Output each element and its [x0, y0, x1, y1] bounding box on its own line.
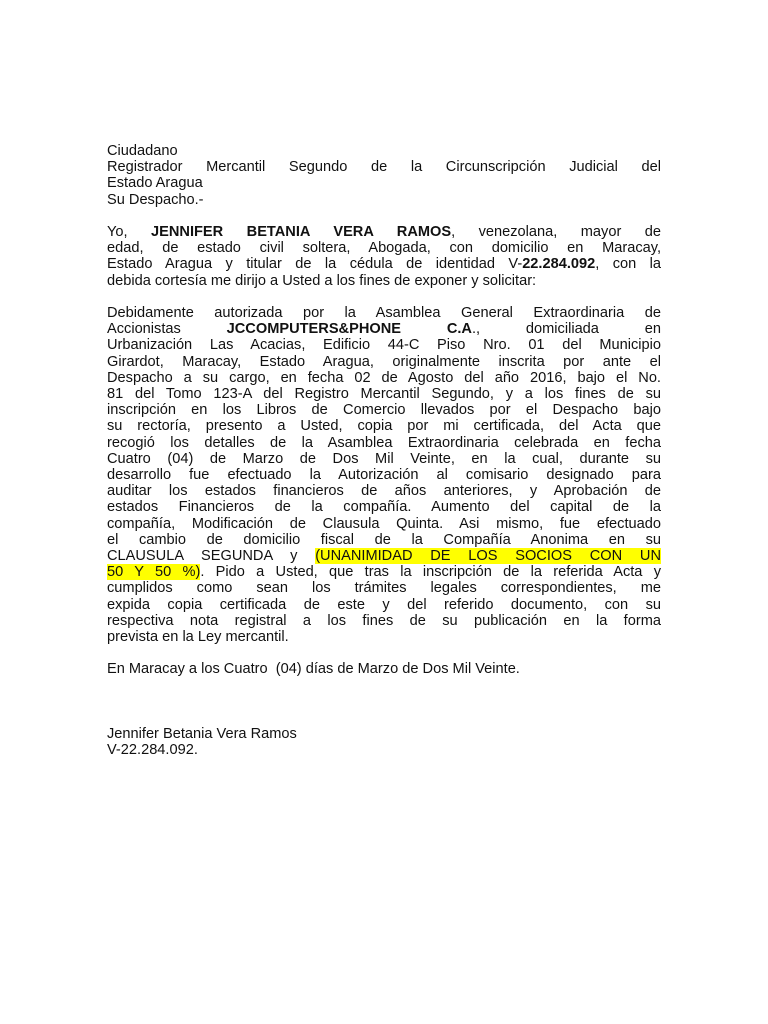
highlighted-text: (UNANIMIDAD DE LOS SOCIOS CON UN [315, 548, 662, 565]
body-line-last: prevista en la Ley mercantil. [107, 629, 289, 646]
body-paragraph [107, 305, 661, 645]
intro-line-3-rest: , con la [595, 256, 661, 273]
body-line-company [107, 321, 661, 337]
body-line: Urbanización Las Acacias, Edificio 44-C Piso Nro. 01 del Municipio [107, 337, 661, 354]
intro-line-3 [107, 256, 661, 272]
body-domiciliada: ., domiciliada en [471, 321, 661, 338]
body-line: desarrollo fue efectuado la Autorización al comisario designado para [107, 467, 661, 484]
signatory-name: Jennifer Betania Vera Ramos [107, 725, 297, 742]
body-line: estados Financieros de la compañía. Aumento del capital de la [107, 499, 661, 516]
intro-line-3-text: Estado Aragua y titular de la cédula de identidad V- [107, 256, 523, 273]
body-line: su rectoría, presento a Usted, copia por mi certificada, del Acta que [107, 418, 661, 435]
body-accionistas: Accionistas [107, 321, 181, 338]
body-clausula-segunda: CLAUSULA SEGUNDA y [107, 548, 316, 565]
spacer [107, 289, 661, 305]
spacer [107, 678, 661, 726]
body-line-highlight-start [107, 548, 661, 564]
closing-paragraph [107, 661, 661, 677]
spacer [107, 645, 661, 661]
signature-block [107, 726, 661, 758]
intro-line-1-rest: , venezolana, mayor de [451, 224, 661, 240]
spacer [107, 208, 661, 224]
body-line-highlight-end [107, 564, 661, 580]
addressee-state: Estado Aragua [107, 175, 203, 192]
intro-line-1 [107, 224, 661, 240]
addressee-title: Ciudadano [107, 143, 178, 159]
body-line: expida copia certificada de este y del referido documento, con su [107, 596, 661, 613]
intro-yo: Yo, [107, 224, 128, 240]
body-line: inscripción en los Libros de Comercio llevados por el Despacho bajo [107, 402, 661, 419]
addressee-despacho: Su Despacho.- [107, 191, 204, 208]
addressee-office-text: Registrador Mercantil Segundo de la Circunscripción Judicial [107, 159, 618, 176]
addressee-office-del: del [641, 159, 661, 176]
body-line: compañía, Modificación de Clausula Quinta. Asi mismo, fue efectuado [107, 515, 661, 532]
body-line: respectiva nota registral a los fines de su publicación en la forma [107, 612, 661, 629]
addressee-block [107, 143, 661, 208]
applicant-id-number: 22.284.092 [522, 256, 596, 273]
body-line: cumplidos como sean los trámites legales correspondientes, me [107, 580, 661, 597]
place-date: En Maracay a los Cuatro (04) días de Marzo de Dos Mil Veinte. [107, 661, 520, 678]
highlighted-percentage: 50 Y 50 %) [107, 564, 201, 581]
company-name: JCCOMPUTERS&PHONE C.A [226, 321, 472, 338]
body-line: recogió los detalles de la Asamblea Extraordinaria celebrada en fecha [107, 434, 661, 451]
body-line: auditar los estados financieros de años anteriores, y Aprobación de [107, 483, 661, 500]
intro-line-2: edad, de estado civil soltera, Abogada, con domicilio en Maracay, [107, 240, 661, 257]
intro-paragraph [107, 224, 661, 289]
document-page [107, 143, 661, 758]
body-line: Despacho a su cargo, en fecha 02 de Agosto del año 2016, bajo el No. [107, 369, 661, 386]
applicant-name: JENNIFER BETANIA VERA RAMOS [151, 224, 452, 240]
signatory-id: V-22.284.092. [107, 741, 198, 758]
body-line: 81 del Tomo 123-A del Registro Mercantil Segundo, y a los fines de su [107, 386, 661, 403]
body-pido: . Pido a Usted, que tras la inscripción de la referida Acta y [200, 564, 661, 581]
body-line: Debidamente autorizada por la Asamblea General Extraordinaria de [107, 305, 661, 321]
body-line: Cuatro (04) de Marzo de Dos Mil Veinte, en la cual, durante su [107, 450, 661, 467]
body-line: Girardot, Maracay, Estado Aragua, originalmente inscrita por ante el [107, 353, 661, 370]
body-line: el cambio de domicilio fiscal de la Compañía Anonima en su [107, 531, 661, 548]
addressee-office [107, 159, 661, 175]
intro-line-4: debida cortesía me dirijo a Usted a los fines de exponer y solicitar: [107, 272, 537, 289]
